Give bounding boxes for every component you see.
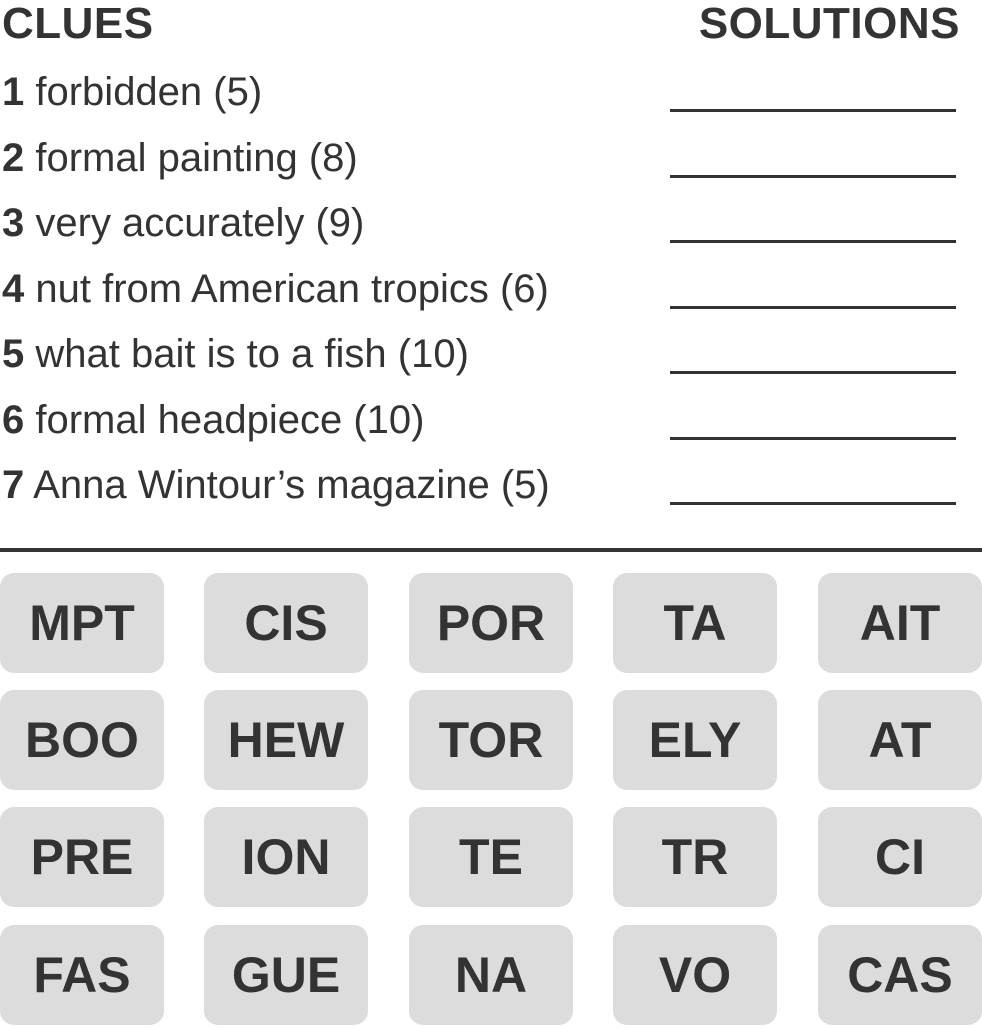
clue-row (2, 453, 962, 519)
letter-tile[interactable]: BOO (0, 690, 164, 790)
solution-blank-4[interactable] (670, 306, 956, 309)
letter-tile[interactable]: NA (409, 925, 573, 1025)
clue-row (2, 126, 962, 192)
letter-tile[interactable]: TE (409, 807, 573, 907)
clue-number: 3 (2, 201, 25, 245)
clue-text (2, 396, 424, 444)
letter-tile[interactable]: TOR (409, 690, 573, 790)
solution-blank-6[interactable] (670, 437, 956, 440)
clue-description: very accurately (9) (35, 201, 365, 245)
clue-text (2, 199, 364, 247)
letter-tile[interactable]: TA (613, 573, 777, 673)
clue-number: 1 (2, 70, 25, 114)
letter-tile[interactable]: AT (818, 690, 982, 790)
letter-tile[interactable]: HEW (204, 690, 368, 790)
letter-tile[interactable]: ION (204, 807, 368, 907)
clue-description: formal painting (8) (35, 135, 358, 180)
solution-blank-3[interactable] (670, 240, 956, 243)
letter-tile[interactable]: POR (409, 573, 573, 673)
clue-list (2, 60, 962, 519)
clue-text (2, 265, 549, 313)
letter-tile[interactable]: TR (613, 807, 777, 907)
clue-number: 6 (2, 397, 25, 442)
clue-row (2, 322, 962, 388)
letter-tile[interactable]: CI (818, 807, 982, 907)
letter-tile[interactable]: CIS (204, 573, 368, 673)
clue-number: 7 (2, 463, 25, 507)
letter-tile[interactable]: GUE (204, 925, 368, 1025)
clue-number: 5 (2, 332, 25, 376)
clue-description: nut from American tropics (6) (35, 266, 549, 311)
clue-text (2, 330, 469, 378)
clue-text (2, 68, 262, 116)
clue-description: formal headpiece (10) (35, 397, 425, 442)
clue-description: Anna Wintour’s magazine (5) (33, 463, 550, 507)
solution-blank-2[interactable] (670, 175, 956, 178)
clue-number: 4 (2, 266, 25, 311)
clue-description: what bait is to a fish (10) (35, 332, 469, 376)
clue-description: forbidden (5) (35, 70, 263, 114)
solution-blank-7[interactable] (670, 502, 956, 505)
solutions-heading: SOLUTIONS (698, 0, 960, 48)
letter-tile[interactable]: PRE (0, 807, 164, 907)
letter-tile[interactable]: FAS (0, 925, 164, 1025)
clue-row (2, 191, 962, 257)
clue-text (2, 134, 358, 182)
clue-row (2, 257, 962, 323)
solution-blank-1[interactable] (670, 109, 956, 112)
letter-tile[interactable]: ELY (613, 690, 777, 790)
clue-number: 2 (2, 135, 25, 180)
clue-text (2, 461, 550, 509)
letter-tile[interactable]: CAS (818, 925, 982, 1025)
clue-row (2, 388, 962, 454)
section-divider (0, 548, 982, 552)
solution-blank-5[interactable] (670, 371, 956, 374)
letter-tile[interactable]: MPT (0, 573, 164, 673)
letter-tile[interactable]: AIT (818, 573, 982, 673)
clues-heading: CLUES (2, 0, 154, 48)
letter-tile[interactable]: VO (613, 925, 777, 1025)
clue-row (2, 60, 962, 126)
